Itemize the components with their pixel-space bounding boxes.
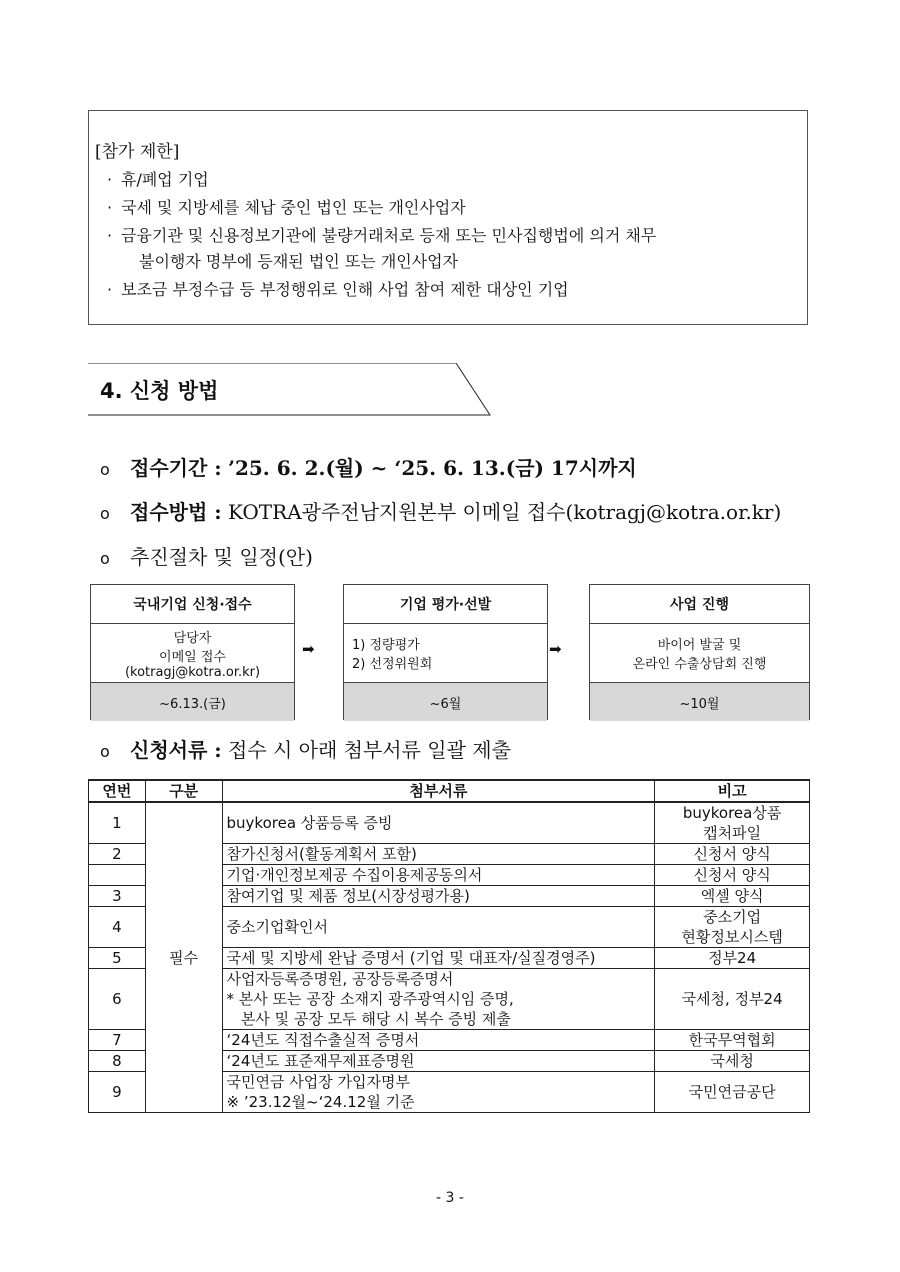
- restriction-item-continued: 불이행자 명부에 등재된 법인 또는 개인사업자: [139, 252, 459, 271]
- page-number: - 3 -: [436, 1190, 464, 1206]
- table-cell: 1: [89, 802, 146, 844]
- procedure-bullet: o 추진절차 및 일정(안): [100, 545, 313, 569]
- table-cell: 참가신청서(활동계획서 포함): [222, 844, 655, 865]
- col-header: 비고: [655, 780, 810, 802]
- method-bullet: o 접수방법 : KOTRA광주전남지원본부 이메일 접수(kotragj@kotra.or.kr): [100, 500, 782, 524]
- table-cell: 한국무역협회: [655, 1030, 810, 1051]
- table-cell: 2: [89, 844, 146, 865]
- section-title: 4. 신청 방법: [100, 379, 219, 403]
- flow-step-body: 담당자 이메일 접수 (kotragj@kotra.or.kr): [91, 624, 294, 683]
- table-cell: 8: [89, 1051, 146, 1072]
- restriction-item: · 보조금 부정수급 등 부정행위로 인해 사업 참여 제한 대상인 기업: [107, 280, 569, 299]
- table-cell: 5: [89, 948, 146, 969]
- table-cell: 사업자등록증명원, 공장등록증명서 * 본사 또는 공장 소재지 광주광역시임 증명, 본사 및 공장 모두 해당 시 복수 증빙 제출: [222, 969, 655, 1030]
- table-cell: 기업·개인정보제공 수집이용제공동의서: [222, 865, 655, 886]
- table-cell: 엑셀 양식: [655, 886, 810, 907]
- table-cell: 6: [89, 969, 146, 1030]
- col-header: 첨부서류: [222, 780, 655, 802]
- table-cell: 7: [89, 1030, 146, 1051]
- restriction-box: [88, 110, 808, 325]
- table-cell: 중소기업확인서: [222, 907, 655, 948]
- table-cell: 국민연금공단: [655, 1072, 810, 1113]
- col-header: 연번: [89, 780, 146, 802]
- table-cell: ‘24년도 직접수출실적 증명서: [222, 1030, 655, 1051]
- restriction-title: [참가 제한]: [95, 142, 180, 162]
- flow-step-period: ~10월: [590, 683, 809, 721]
- flow-step-2: [343, 584, 548, 720]
- category-cell: 필수: [145, 802, 222, 1113]
- table-cell: 4: [89, 907, 146, 948]
- table-cell: 국민연금 사업장 가입자명부 ※ ’23.12월~‘24.12월 기준: [222, 1072, 655, 1113]
- docs-bullet: o 신청서류 : 접수 시 아래 첨부서류 일괄 제출: [100, 738, 511, 762]
- period-bullet: o 접수기간 : ’25. 6. 2.(월) ~ ‘25. 6. 13.(금) 17시까지: [100, 456, 637, 480]
- table-cell: 정부24: [655, 948, 810, 969]
- flow-step-3: [589, 584, 810, 720]
- table-cell: 국세 및 지방세 완납 증명서 (기업 및 대표자/실질경영주): [222, 948, 655, 969]
- flow-step-header: 국내기업 신청·접수: [91, 585, 294, 624]
- table-cell: buykorea 상품등록 증빙: [222, 802, 655, 844]
- table-header-row: [89, 780, 810, 802]
- table-cell: 중소기업 현황정보시스템: [655, 907, 810, 948]
- table-cell: 국세청, 정부24: [655, 969, 810, 1030]
- flow-step-period: ~6월: [344, 683, 547, 721]
- col-header: 구분: [145, 780, 222, 802]
- table-cell: [89, 865, 146, 886]
- arrow-right-icon: ➡: [302, 640, 315, 658]
- table-row: [89, 802, 810, 844]
- table-cell: 국세청: [655, 1051, 810, 1072]
- table-cell: 신청서 양식: [655, 844, 810, 865]
- table-cell: 참여기업 및 제품 정보(시장성평가용): [222, 886, 655, 907]
- documents-table: [88, 779, 810, 1113]
- table-cell: ‘24년도 표준재무제표증명원: [222, 1051, 655, 1072]
- restriction-item: · 국세 및 지방세를 체납 중인 법인 또는 개인사업자: [107, 198, 466, 217]
- flow-step-header: 기업 평가·선발: [344, 585, 547, 624]
- table-cell: 신청서 양식: [655, 865, 810, 886]
- flow-step-period: ~6.13.(금): [91, 683, 294, 721]
- arrow-right-icon: ➡: [549, 640, 562, 658]
- flow-step-body: 1) 정량평가 2) 선정위원회: [344, 624, 547, 683]
- table-cell: buykorea상품 캡처파일: [655, 802, 810, 844]
- table-cell: 3: [89, 886, 146, 907]
- restriction-item: · 금융기관 및 신용정보기관에 불량거래처로 등재 또는 민사집행법에 의거 채무: [107, 226, 657, 245]
- flow-step-body: 바이어 발굴 및 온라인 수출상담회 진행: [590, 624, 809, 683]
- flow-step-1: [90, 584, 295, 720]
- table-cell: 9: [89, 1072, 146, 1113]
- flow-step-header: 사업 진행: [590, 585, 809, 624]
- restriction-item: · 휴/폐업 기업: [107, 170, 209, 189]
